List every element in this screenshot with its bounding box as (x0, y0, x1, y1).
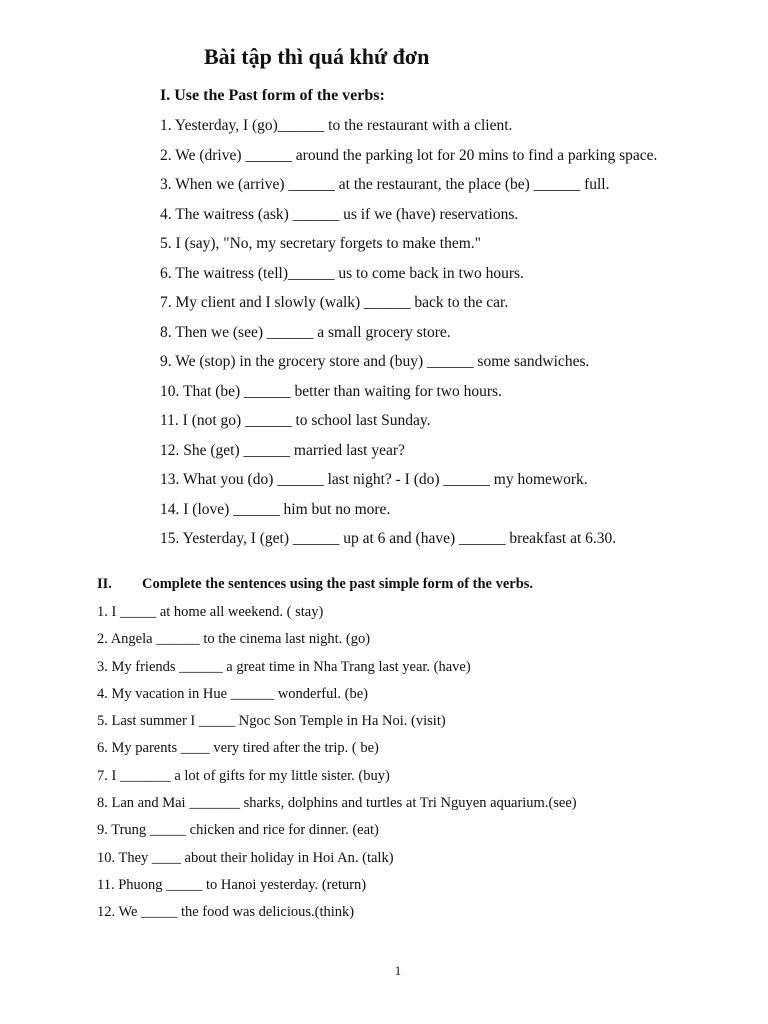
exercise-item: 2. Angela ______ to the cinema last night. (go) (97, 631, 371, 648)
section-2-heading (97, 576, 533, 593)
section-2-heading-text: Complete the sentences using the past simple form of the verbs. (142, 576, 534, 592)
exercise-item: 7. My client and I slowly (walk) ______ back to the car. (160, 294, 509, 311)
exercise-item: 10. That (be) ______ better than waiting for two hours. (160, 382, 502, 400)
exercise-item: 15. Yesterday, I (get) ______ up at 6 and (have) ______ breakfast at 6.30. (160, 530, 617, 547)
page-title: Bài tập thì quá khứ đơn (204, 44, 430, 69)
exercise-item: 7. I _______ a lot of gifts for my little sister. (buy) (97, 767, 390, 784)
exercise-item: 2. We (drive) ______ around the parking lot for 20 mins to find a parking space. (160, 146, 658, 164)
exercise-item: 11. Phuong _____ to Hanoi yesterday. (return) (97, 876, 367, 893)
section-2-number: II. (97, 576, 112, 592)
exercise-item: 6. The waitress (tell)______ us to come back in two hours. (160, 264, 524, 282)
exercise-item: 6. My parents ____ very tired after the trip. ( be) (97, 740, 379, 757)
page-number: 1 (394, 963, 402, 978)
exercise-item: 3. My friends ______ a great time in Nha Trang last year. (have) (97, 658, 471, 675)
section-1-heading: I. Use the Past form of the verbs: (160, 87, 385, 104)
exercise-item: 8. Lan and Mai _______ sharks, dolphins and turtles at Tri Nguyen aquarium.(see) (97, 795, 577, 812)
exercise-item: 10. They ____ about their holiday in Hoi An. (talk) (97, 849, 394, 866)
exercise-item: 13. What you (do) ______ last night? - I (do) ______ my homework. (160, 471, 588, 488)
exercise-item: 5. Last summer I _____ Ngoc Son Temple in Ha Noi. (visit) (97, 713, 446, 730)
section-1-exercise-list (160, 115, 657, 558)
exercise-item: 11. I (not go) ______ to school last Sunday. (160, 412, 431, 429)
exercise-item: 9. Trung _____ chicken and rice for dinner. (eat) (97, 822, 379, 839)
exercise-item: 12. She (get) ______ married last year? (160, 441, 405, 459)
exercise-item: 5. I (say), "No, my secretary forgets to make them." (160, 235, 481, 252)
exercise-item: 1. Yesterday, I (go)______ to the restaurant with a client. (160, 117, 513, 134)
exercise-item: 3. When we (arrive) ______ at the restaurant, the place (be) ______ full. (160, 176, 610, 193)
exercise-item: 12. We _____ the food was delicious.(think) (97, 904, 355, 921)
exercise-item: 4. The waitress (ask) ______ us if we (have) reservations. (160, 205, 519, 223)
exercise-item: 14. I (love) ______ him but no more. (160, 500, 391, 518)
section-2-exercise-list (97, 601, 577, 929)
exercise-item: 1. I _____ at home all weekend. ( stay) (97, 604, 324, 620)
exercise-item: 8. Then we (see) ______ a small grocery store. (160, 323, 451, 341)
exercise-item: 9. We (stop) in the grocery store and (buy) ______ some sandwiches. (160, 353, 590, 370)
exercise-item: 4. My vacation in Hue ______ wonderful. (be) (97, 685, 369, 702)
